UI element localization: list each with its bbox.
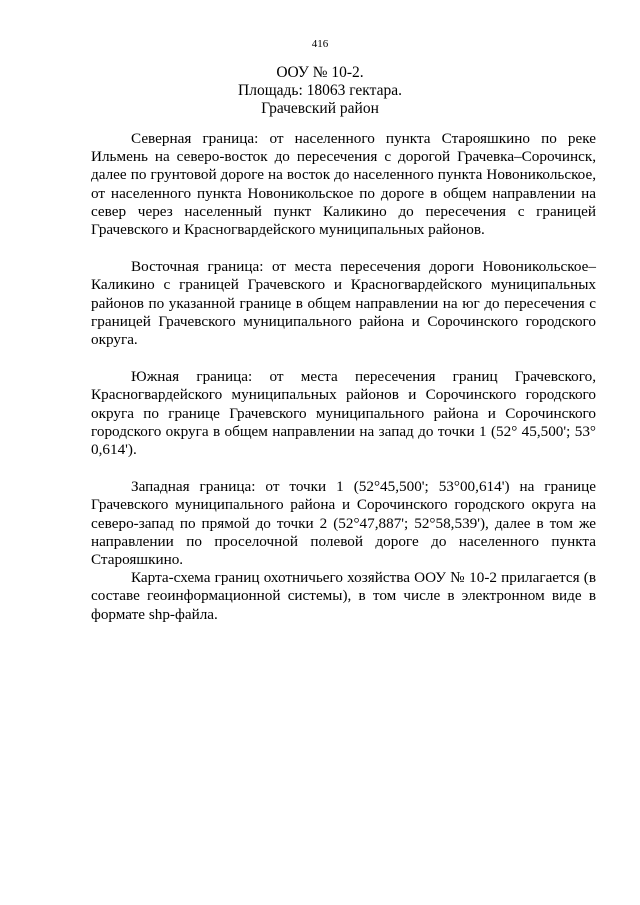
page-number: 416: [311, 38, 329, 50]
western-border-paragraph: Западная граница: от точки 1 (52°45,500'; 53°00,614') на границе Грачевского муниципального района и Сорочинского городского округа на северо-запад по прямой до точки 2 (52°47,887'; 52°58,539'), далее в том же направлении по проселочной полевой дороге до населенного пункта Старояшкино.: [91, 478, 596, 569]
eastern-border-paragraph: Восточная граница: от места пересечения дороги Новоникольское–Каликино с границей Грачевского и Красногвардейского муниципальных районов по указанной границе в общем направлении на юг до пересечения с границей Грачевского муниципального района и Сорочинского городского округа.: [91, 258, 596, 349]
area-size: Площадь: 18063 гектара.: [238, 82, 402, 99]
hunting-area-code: ООУ № 10-2.: [276, 64, 364, 81]
document-body: [91, 130, 596, 643]
document-heading: [0, 64, 640, 118]
southern-border-paragraph: Южная граница: от места пересечения границ Грачевского, Красногвардейского муниципальных районов и Сорочинского городского округа по границе Грачевского муниципального района и Сорочинского городского округа в общем направлении на запад до точки 1 (52° 45,500'; 53° 0,614').: [91, 368, 596, 459]
map-scheme-paragraph: Карта-схема границ охотничьего хозяйства ООУ № 10-2 прилагается (в составе геоинформационной системы), в том числе в электронном виде в формате shp-файла.: [91, 569, 596, 623]
district-name: Грачевский район: [261, 100, 379, 117]
northern-border-paragraph: Северная граница: от населенного пункта Старояшкино по реке Ильмень на северо-восток до пересечения с дорогой Грачевка–Сорочинск, далее по грунтовой дороге на восток до населенного пункта Новоникольское, от населенного пункта Новоникольское по дороге в общем направлении на север через населенный пункт Каликино до пересечения с границей Грачевского и Красногвардейского муниципальных районов.: [91, 130, 596, 239]
